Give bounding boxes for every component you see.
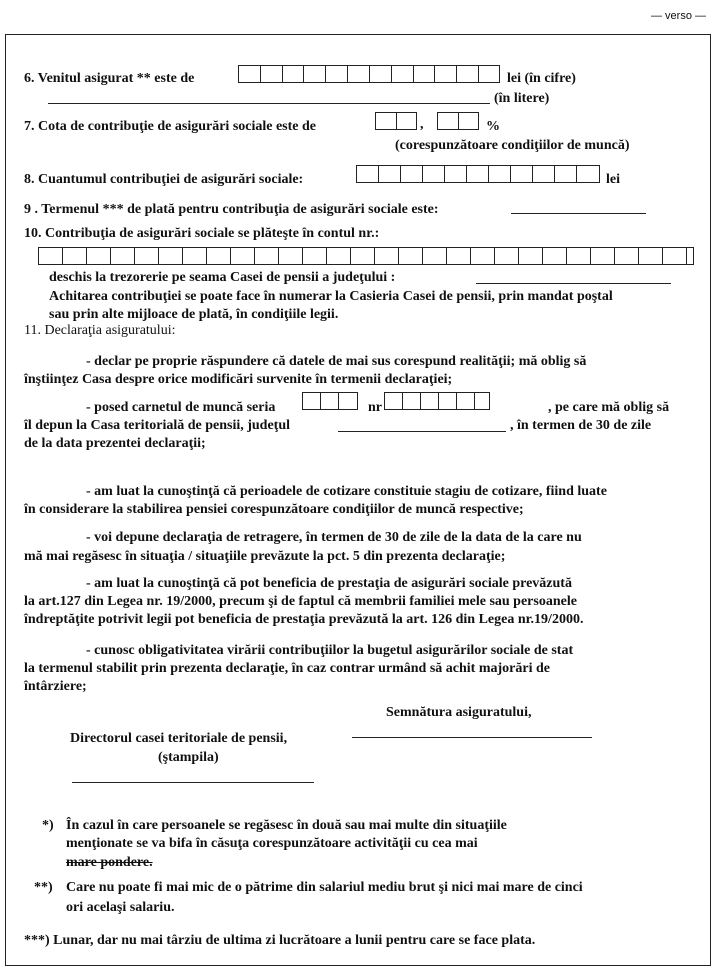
item10-line1: deschis la trezorerie pe seama Casei de pensii a judeţului :	[49, 270, 396, 285]
rate-comma: ,	[420, 117, 424, 132]
insured-signature-line[interactable]	[352, 737, 592, 738]
item9-label: 9 . Termenul *** de plată pentru contribuţia de asigurări sociale este:	[24, 202, 439, 217]
footnote1-mark: *)	[42, 818, 54, 833]
decl-p6-line3: întârziere;	[24, 679, 87, 694]
decl-p1-line1: - declar pe proprie răspundere că datele de mai sus corespund realităţii; mă oblig să	[86, 354, 587, 369]
item6-unit-litere: (în litere)	[494, 91, 550, 106]
decl-p2-text-end: , pe care mă oblig să	[548, 400, 670, 415]
decl-p4-line2: mă mai regăsesc în situaţia / situaţiile prevăzute la pct. 5 din prezenta declaraţie;	[24, 549, 506, 564]
item11-label: 11. Declaraţia asiguratului:	[24, 323, 176, 338]
account-number-boxes[interactable]	[38, 247, 694, 265]
rate-integer-boxes[interactable]	[375, 112, 417, 130]
footnote2-line2: ori acelaşi salariu.	[66, 900, 175, 915]
item6-label: 6. Venitul asigurat ** este de	[24, 71, 195, 86]
footnote1-line1: În cazul în care persoanele se regăsesc în două sau mai multe din situaţiile	[66, 818, 507, 833]
payment-term-line[interactable]	[511, 213, 646, 214]
footnote2-mark: **)	[34, 880, 53, 895]
item7-note: (corespunzătoare condiţiilor de muncă)	[395, 138, 630, 153]
footnote2-line1: Care nu poate fi mai mic de o pătrime din salariul mediu brut şi nici mai mare de cinci	[66, 880, 583, 895]
income-words-line[interactable]	[48, 103, 490, 104]
contribution-amount-boxes[interactable]	[356, 165, 600, 183]
decl-p3-line1: - am luat la cunoştinţă că perioadele de cotizare constituie stagiu de cotizare, fiind luate	[86, 484, 607, 499]
decl-p3-line2: în considerare la stabilirea pensiei corespunzătoare condiţiilor de muncă respective;	[24, 502, 524, 517]
item10-line2: Achitarea contribuţiei se poate face în numerar la Casieria Casei de pensii, prin mandat poştal	[49, 289, 613, 304]
decl-p2-line2b: , în termen de 30 de zile	[510, 418, 652, 433]
footnote1-line3: mare pondere.	[66, 855, 153, 870]
workbook-number-boxes[interactable]	[384, 392, 490, 410]
stamp-label: (ştampila)	[158, 750, 219, 765]
county-territorial-line[interactable]	[338, 431, 506, 432]
decl-p4-line1: - voi depune declaraţia de retragere, în termen de 30 de zile de la data de la care nu	[86, 530, 582, 545]
item10-label: 10. Contribuţia de asigurări sociale se plăteşte în contul nr.:	[24, 226, 380, 241]
footnote3: ***) Lunar, dar nu mai târziu de ultima zi lucrătoare a lunii pentru care se face plata.	[24, 933, 536, 948]
decl-p5-line2: la art.127 din Legea nr. 19/2000, precum şi de faptul că membrii familiei mele sau persoanele	[24, 594, 577, 609]
director-label: Directorul casei teritoriale de pensii,	[70, 731, 288, 746]
decl-p5-line1: - am luat la cunoştinţă că pot beneficia de prestaţia de asigurări sociale prevăzută	[86, 576, 572, 591]
director-signature-line[interactable]	[72, 782, 314, 783]
decl-p2-nr: nr	[368, 400, 382, 415]
decl-p2-text: - posed carnetul de muncă seria	[86, 400, 276, 415]
decl-p5-line3: îndreptăţite potrivit legii pot beneficia de prestaţia prevăzută la art. 126 din Legea nr.19/2000.	[24, 612, 584, 627]
county-line[interactable]	[476, 283, 671, 284]
decl-p1-line2: înştiinţez Casa despre orice modificări survenite în termenii declaraţiei;	[24, 372, 453, 387]
item8-label: 8. Cuantumul contribuţiei de asigurări sociale:	[24, 172, 304, 187]
item8-unit: lei	[606, 172, 620, 187]
decl-p2-line3: de la data prezentei declaraţii;	[24, 436, 206, 451]
insured-signature-label: Semnătura asiguratului,	[386, 705, 532, 720]
item10-line3: sau prin alte mijloace de plată, în condiţiile legii.	[49, 307, 339, 322]
item7-label: 7. Cota de contribuţie de asigurări sociale este de	[24, 119, 317, 134]
workbook-series-boxes[interactable]	[302, 392, 358, 410]
item6-unit-cifre: lei (în cifre)	[507, 71, 576, 86]
verso-label: — verso —	[651, 10, 707, 22]
footnote1-line2: menţionate se va bifa în căsuţa corespunzătoare activităţii cu cea mai	[66, 836, 478, 851]
rate-percent-sign: %	[486, 119, 500, 134]
income-digits-boxes[interactable]	[238, 65, 500, 83]
decl-p6-line2: la termenul stabilit prin prezenta declaraţie, în caz contrar urmând să achit majorări de	[24, 661, 550, 676]
decl-p2-line2a: îl depun la Casa teritorială de pensii, judeţul	[24, 418, 291, 433]
decl-p6-line1: - cunosc obligativitatea virării contribuţiilor la bugetul asigurărilor sociale de stat	[86, 643, 574, 658]
rate-decimal-boxes[interactable]	[437, 112, 479, 130]
